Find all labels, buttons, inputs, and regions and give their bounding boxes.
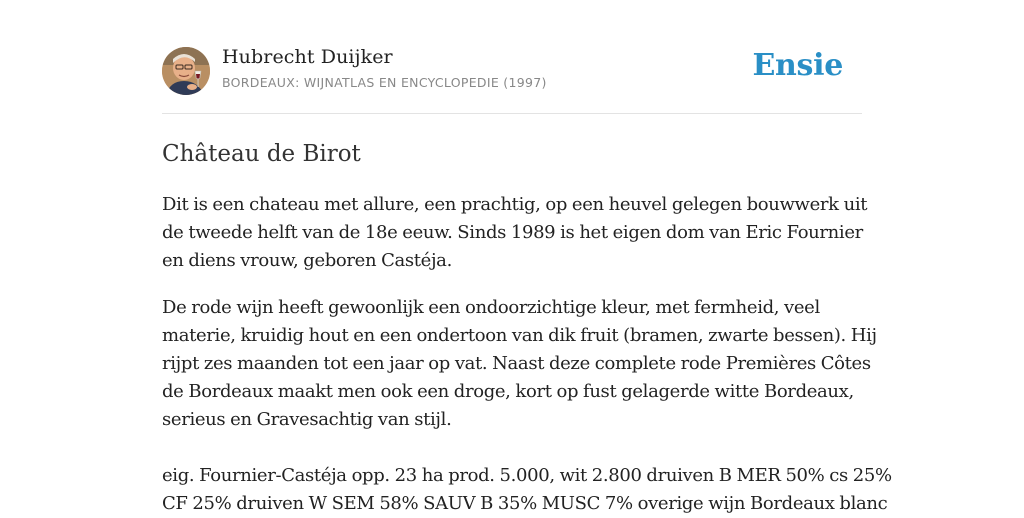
paragraph-line: materie, kruidig hout en een ondertoon van dik fruit (bramen, zwarte bessen). Hij xyxy=(162,325,877,346)
paragraph-facts xyxy=(162,462,892,518)
paragraph-line: de tweede helft van de 18e eeuw. Sinds 1989 is het eigen dom van Eric Fournier xyxy=(162,222,863,243)
page-title: Château de Birot xyxy=(162,141,361,167)
paragraph-line: eig. Fournier-Castéja opp. 23 ha prod. 5.000, wit 2.800 druiven B MER 50% cs 25% xyxy=(162,465,892,486)
author-avatar[interactable] xyxy=(162,47,210,95)
site-logo[interactable]: Ensie xyxy=(752,48,843,83)
author-portrait-icon xyxy=(162,47,210,95)
paragraph-line: rijpt zes maanden tot een jaar op vat. Naast deze complete rode Premières Côtes xyxy=(162,353,871,374)
paragraph-line: Dit is een chateau met allure, een prachtig, op een heuvel gelegen bouwwerk uit xyxy=(162,194,868,215)
paragraph-line: serieus en Gravesachtig van stijl. xyxy=(162,409,452,430)
paragraph-wine xyxy=(162,294,877,434)
source-title[interactable]: BORDEAUX: WIJNATLAS EN ENCYCLOPEDIE (1997) xyxy=(222,75,547,90)
paragraph-line: de Bordeaux maakt men ook een droge, kort op fust gelagerde witte Bordeaux, xyxy=(162,381,854,402)
paragraph-line: De rode wijn heeft gewoonlijk een ondoorzichtige kleur, met fermheid, veel xyxy=(162,297,820,318)
paragraph-line: CF 25% druiven W SEM 58% SAUV B 35% MUSC 7% overige wijn Bordeaux blanc xyxy=(162,493,888,514)
author-name[interactable]: Hubrecht Duijker xyxy=(222,46,393,68)
paragraph-line: en diens vrouw, geboren Castéja. xyxy=(162,250,452,271)
paragraph-intro xyxy=(162,191,868,275)
page xyxy=(162,0,892,518)
header xyxy=(162,0,862,114)
